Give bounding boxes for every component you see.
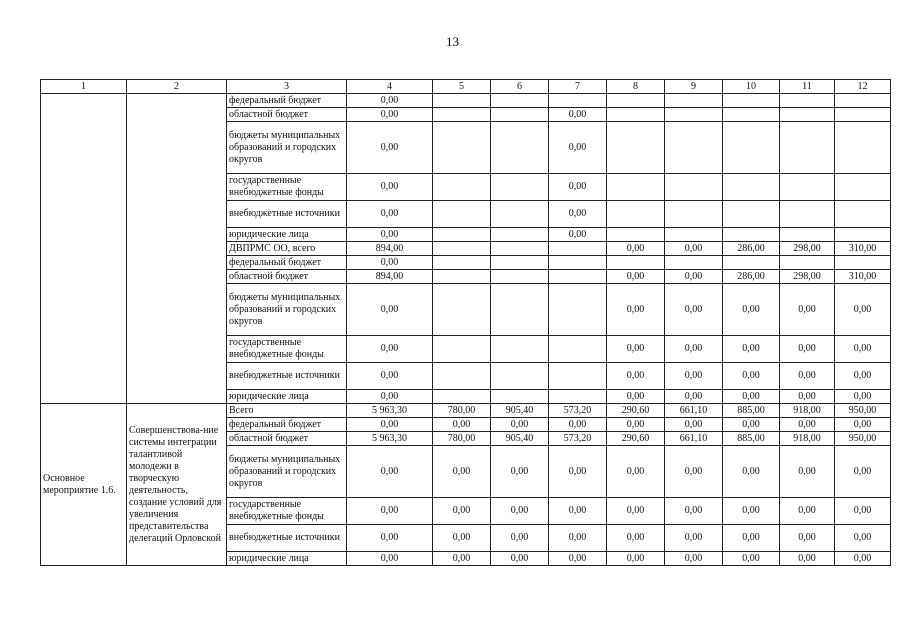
- amount-cell: [491, 122, 549, 174]
- activity-number-cell: Основное мероприятие 1.6.: [41, 404, 127, 566]
- amount-cell: 0,00: [835, 390, 891, 404]
- amount-cell: 0,00: [549, 446, 607, 498]
- amount-cell: 780,00: [433, 432, 491, 446]
- amount-cell: [780, 256, 835, 270]
- column-header-10: 10: [723, 80, 780, 94]
- amount-cell: 0,00: [491, 552, 549, 566]
- amount-cell: [723, 108, 780, 122]
- amount-cell: 661,10: [665, 404, 723, 418]
- amount-cell: [433, 390, 491, 404]
- amount-cell: 0,00: [665, 336, 723, 363]
- amount-cell: [433, 242, 491, 256]
- amount-cell: 905,40: [491, 432, 549, 446]
- amount-cell: [549, 284, 607, 336]
- amount-cell: 0,00: [549, 552, 607, 566]
- amount-cell: [491, 256, 549, 270]
- amount-cell: [835, 201, 891, 228]
- amount-cell: 0,00: [607, 418, 665, 432]
- amount-cell: 0,00: [835, 284, 891, 336]
- amount-cell: 0,00: [665, 418, 723, 432]
- amount-cell: [665, 228, 723, 242]
- amount-cell: 290,60: [607, 404, 665, 418]
- amount-cell: 0,00: [780, 525, 835, 552]
- funding-source-cell: Всего: [227, 404, 347, 418]
- amount-cell: [433, 256, 491, 270]
- amount-cell: 573,20: [549, 432, 607, 446]
- amount-cell: 0,00: [549, 498, 607, 525]
- amount-cell: 0,00: [665, 270, 723, 284]
- amount-cell: [491, 336, 549, 363]
- amount-cell: 0,00: [723, 446, 780, 498]
- amount-cell: 0,00: [665, 446, 723, 498]
- funding-source-cell: областной бюджет: [227, 108, 347, 122]
- amount-cell: [433, 94, 491, 108]
- amount-cell: 0,00: [665, 390, 723, 404]
- amount-cell: 0,00: [347, 336, 433, 363]
- amount-cell: [491, 174, 549, 201]
- amount-cell: [780, 122, 835, 174]
- amount-cell: [433, 284, 491, 336]
- amount-cell: 0,00: [723, 336, 780, 363]
- amount-cell: 310,00: [835, 270, 891, 284]
- amount-cell: 0,00: [665, 242, 723, 256]
- amount-cell: 0,00: [549, 174, 607, 201]
- funding-source-cell: государственные внебюджетные фонды: [227, 498, 347, 525]
- funding-source-cell: внебюджетные источники: [227, 525, 347, 552]
- amount-cell: 950,00: [835, 432, 891, 446]
- amount-cell: 894,00: [347, 270, 433, 284]
- amount-cell: 0,00: [780, 363, 835, 390]
- amount-cell: [607, 122, 665, 174]
- amount-cell: 0,00: [549, 228, 607, 242]
- amount-cell: 0,00: [433, 552, 491, 566]
- column-header-1: 1: [41, 80, 127, 94]
- amount-cell: 0,00: [607, 552, 665, 566]
- amount-cell: [723, 201, 780, 228]
- amount-cell: [491, 363, 549, 390]
- amount-cell: 0,00: [347, 284, 433, 336]
- amount-cell: [723, 174, 780, 201]
- amount-cell: [723, 94, 780, 108]
- amount-cell: [549, 256, 607, 270]
- amount-cell: 905,40: [491, 404, 549, 418]
- amount-cell: 0,00: [723, 363, 780, 390]
- amount-cell: 0,00: [347, 256, 433, 270]
- funding-source-cell: юридические лица: [227, 228, 347, 242]
- amount-cell: 286,00: [723, 270, 780, 284]
- amount-cell: 0,00: [835, 418, 891, 432]
- amount-cell: 0,00: [665, 363, 723, 390]
- amount-cell: 0,00: [723, 418, 780, 432]
- amount-cell: 0,00: [347, 446, 433, 498]
- amount-cell: 0,00: [780, 390, 835, 404]
- amount-cell: [549, 94, 607, 108]
- budget-table: [40, 79, 891, 566]
- amount-cell: [665, 122, 723, 174]
- amount-cell: 0,00: [347, 201, 433, 228]
- column-header-4: 4: [347, 80, 433, 94]
- amount-cell: [607, 94, 665, 108]
- amount-cell: 0,00: [835, 446, 891, 498]
- amount-cell: 0,00: [835, 363, 891, 390]
- amount-cell: [835, 228, 891, 242]
- amount-cell: [835, 174, 891, 201]
- amount-cell: 0,00: [347, 390, 433, 404]
- amount-cell: [549, 363, 607, 390]
- amount-cell: [433, 363, 491, 390]
- amount-cell: 0,00: [347, 418, 433, 432]
- amount-cell: [491, 242, 549, 256]
- amount-cell: [491, 201, 549, 228]
- page-number: 13: [446, 34, 459, 49]
- amount-cell: 298,00: [780, 270, 835, 284]
- amount-cell: 0,00: [607, 525, 665, 552]
- amount-cell: [433, 270, 491, 284]
- activity-number-cell: [41, 94, 127, 404]
- amount-cell: [723, 256, 780, 270]
- amount-cell: 0,00: [433, 525, 491, 552]
- amount-cell: [665, 108, 723, 122]
- amount-cell: [549, 390, 607, 404]
- amount-cell: 286,00: [723, 242, 780, 256]
- activity-description-cell: Совершенствова-ние системы интеграции талантливой молодежи в творческую деятельность, создание условий для увеличения представительства делегаций Орловской: [127, 404, 227, 566]
- amount-cell: 0,00: [549, 108, 607, 122]
- amount-cell: 0,00: [491, 446, 549, 498]
- column-header-11: 11: [780, 80, 835, 94]
- amount-cell: [433, 174, 491, 201]
- amount-cell: 918,00: [780, 404, 835, 418]
- amount-cell: 0,00: [780, 418, 835, 432]
- amount-cell: 894,00: [347, 242, 433, 256]
- funding-source-cell: государственные внебюджетные фонды: [227, 336, 347, 363]
- amount-cell: 0,00: [723, 284, 780, 336]
- funding-source-cell: федеральный бюджет: [227, 256, 347, 270]
- amount-cell: 5 963,30: [347, 404, 433, 418]
- amount-cell: [433, 122, 491, 174]
- amount-cell: [835, 256, 891, 270]
- amount-cell: 885,00: [723, 404, 780, 418]
- amount-cell: [549, 336, 607, 363]
- table-body: [41, 94, 891, 566]
- amount-cell: 0,00: [549, 201, 607, 228]
- funding-source-cell: внебюджетные источники: [227, 201, 347, 228]
- amount-cell: 0,00: [835, 552, 891, 566]
- funding-source-cell: бюджеты муниципальных образований и городских округов: [227, 446, 347, 498]
- funding-source-cell: внебюджетные источники: [227, 363, 347, 390]
- amount-cell: 5 963,30: [347, 432, 433, 446]
- amount-cell: 0,00: [433, 498, 491, 525]
- amount-cell: 0,00: [549, 418, 607, 432]
- amount-cell: 0,00: [347, 174, 433, 201]
- amount-cell: [665, 201, 723, 228]
- amount-cell: [433, 228, 491, 242]
- amount-cell: 0,00: [780, 552, 835, 566]
- amount-cell: 0,00: [607, 446, 665, 498]
- amount-cell: [780, 201, 835, 228]
- amount-cell: 0,00: [835, 498, 891, 525]
- table-header-row: [41, 80, 891, 94]
- amount-cell: [780, 174, 835, 201]
- amount-cell: 0,00: [723, 525, 780, 552]
- amount-cell: 0,00: [607, 336, 665, 363]
- amount-cell: 573,20: [549, 404, 607, 418]
- amount-cell: [665, 94, 723, 108]
- amount-cell: [665, 256, 723, 270]
- amount-cell: 0,00: [347, 498, 433, 525]
- amount-cell: 0,00: [835, 336, 891, 363]
- amount-cell: [607, 256, 665, 270]
- amount-cell: 0,00: [780, 336, 835, 363]
- amount-cell: [723, 228, 780, 242]
- amount-cell: [607, 108, 665, 122]
- funding-source-cell: областной бюджет: [227, 270, 347, 284]
- amount-cell: [607, 201, 665, 228]
- funding-source-cell: областной бюджет: [227, 432, 347, 446]
- amount-cell: 310,00: [835, 242, 891, 256]
- amount-cell: 0,00: [665, 284, 723, 336]
- amount-cell: 0,00: [780, 284, 835, 336]
- amount-cell: [491, 228, 549, 242]
- amount-cell: 0,00: [607, 363, 665, 390]
- amount-cell: 918,00: [780, 432, 835, 446]
- amount-cell: [607, 174, 665, 201]
- column-header-2: 2: [127, 80, 227, 94]
- funding-source-cell: юридические лица: [227, 390, 347, 404]
- amount-cell: 780,00: [433, 404, 491, 418]
- amount-cell: [780, 94, 835, 108]
- column-header-5: 5: [433, 80, 491, 94]
- amount-cell: 0,00: [780, 446, 835, 498]
- amount-cell: 0,00: [433, 446, 491, 498]
- amount-cell: [433, 336, 491, 363]
- amount-cell: 0,00: [723, 552, 780, 566]
- amount-cell: 0,00: [491, 418, 549, 432]
- amount-cell: 0,00: [549, 525, 607, 552]
- amount-cell: [491, 270, 549, 284]
- amount-cell: [835, 108, 891, 122]
- amount-cell: 661,10: [665, 432, 723, 446]
- amount-cell: 0,00: [607, 390, 665, 404]
- amount-cell: 0,00: [433, 418, 491, 432]
- amount-cell: [780, 108, 835, 122]
- table-row: [41, 404, 891, 418]
- amount-cell: 950,00: [835, 404, 891, 418]
- amount-cell: 0,00: [723, 498, 780, 525]
- funding-source-cell: федеральный бюджет: [227, 418, 347, 432]
- table-row: [41, 94, 891, 108]
- amount-cell: [433, 108, 491, 122]
- amount-cell: 0,00: [723, 390, 780, 404]
- funding-source-cell: бюджеты муниципальных образований и городских округов: [227, 122, 347, 174]
- amount-cell: 0,00: [347, 108, 433, 122]
- amount-cell: 0,00: [347, 228, 433, 242]
- amount-cell: [491, 390, 549, 404]
- amount-cell: 0,00: [607, 270, 665, 284]
- funding-source-cell: федеральный бюджет: [227, 94, 347, 108]
- amount-cell: [835, 94, 891, 108]
- amount-cell: [549, 242, 607, 256]
- amount-cell: 0,00: [607, 242, 665, 256]
- amount-cell: 0,00: [665, 552, 723, 566]
- column-header-12: 12: [835, 80, 891, 94]
- amount-cell: 0,00: [549, 122, 607, 174]
- amount-cell: 0,00: [835, 525, 891, 552]
- amount-cell: 0,00: [491, 525, 549, 552]
- amount-cell: 0,00: [347, 525, 433, 552]
- funding-source-cell: юридические лица: [227, 552, 347, 566]
- amount-cell: 0,00: [347, 94, 433, 108]
- amount-cell: 0,00: [347, 552, 433, 566]
- amount-cell: 0,00: [665, 498, 723, 525]
- amount-cell: 885,00: [723, 432, 780, 446]
- activity-description-cell: [127, 94, 227, 404]
- amount-cell: 0,00: [665, 525, 723, 552]
- amount-cell: 0,00: [491, 498, 549, 525]
- amount-cell: 298,00: [780, 242, 835, 256]
- column-header-7: 7: [549, 80, 607, 94]
- amount-cell: 0,00: [607, 284, 665, 336]
- column-header-8: 8: [607, 80, 665, 94]
- amount-cell: [491, 94, 549, 108]
- column-header-3: 3: [227, 80, 347, 94]
- funding-source-cell: бюджеты муниципальных образований и городских округов: [227, 284, 347, 336]
- amount-cell: [549, 270, 607, 284]
- amount-cell: [780, 228, 835, 242]
- funding-source-cell: государственные внебюджетные фонды: [227, 174, 347, 201]
- amount-cell: [665, 174, 723, 201]
- amount-cell: [433, 201, 491, 228]
- amount-cell: 0,00: [607, 498, 665, 525]
- amount-cell: 0,00: [347, 363, 433, 390]
- amount-cell: 0,00: [780, 498, 835, 525]
- amount-cell: [835, 122, 891, 174]
- amount-cell: [723, 122, 780, 174]
- amount-cell: 0,00: [347, 122, 433, 174]
- amount-cell: [491, 108, 549, 122]
- amount-cell: [491, 284, 549, 336]
- column-header-6: 6: [491, 80, 549, 94]
- amount-cell: 290,60: [607, 432, 665, 446]
- funding-source-cell: ДВПРМС ОО, всего: [227, 242, 347, 256]
- column-header-9: 9: [665, 80, 723, 94]
- amount-cell: [607, 228, 665, 242]
